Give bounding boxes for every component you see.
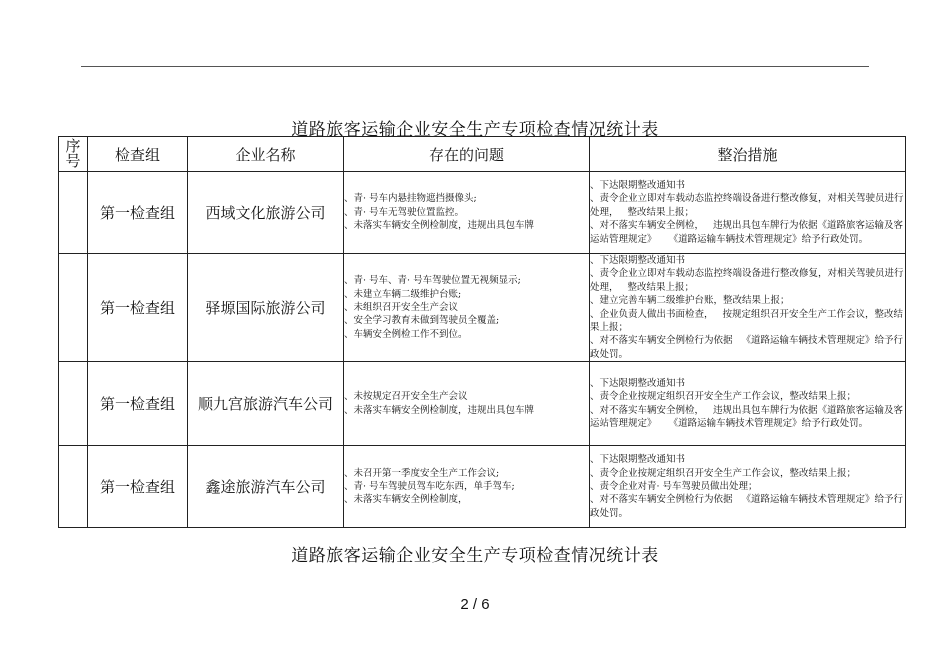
problem-item: 、未落实车辆安全例检制度， xyxy=(344,494,468,506)
table-header-row xyxy=(59,137,906,172)
measure-item: 、对不落实车辆安全例检行为依据 《道路运输车辆技术管理规定》给予行政处罚。 xyxy=(590,494,904,519)
inspection-group-cell: 第一检查组 xyxy=(88,362,188,446)
problem-item: 、未按规定召开安全生产会议 xyxy=(344,391,468,403)
problems-cell xyxy=(344,446,590,528)
company-name-cell: 顺九宫旅游汽车公司 xyxy=(188,362,344,446)
measure-item: 、对不落实车辆安全例检， 违规出具包车牌行为依据《道路旅客运输及客运站管理规定》 《道路运输车辆技术管理规定》给予行政处罚。 xyxy=(590,404,904,430)
problems-cell xyxy=(344,362,590,446)
measure-item: 、下达限期整改通知书 xyxy=(590,179,686,191)
header-company: 企业名称 xyxy=(188,137,344,172)
problem-item: 、青· 号车驾驶员驾车吃东西，单手驾车; xyxy=(344,481,515,493)
problems-cell xyxy=(344,172,590,254)
page-title: 道路旅客运输企业安全生产专项检查情况统计表 xyxy=(291,120,659,140)
measure-item: 、对不落实车辆安全例检行为依据 《道路运输车辆技术管理规定》给予行政处罚。 xyxy=(590,335,904,360)
measure-item: 、责令企业按规定组织召开安全生产工作会议，整改结果上报； xyxy=(590,467,857,479)
problem-item: 、青· 号车无驾驶位置监控。 xyxy=(344,206,465,218)
measures-cell xyxy=(590,362,906,446)
measures-cell xyxy=(590,254,906,362)
problem-item: 、未建立车辆二级维护台账; xyxy=(344,288,462,300)
measure-item: 、责令企业按规定组织召开安全生产工作会议，整改结果上报； xyxy=(590,391,857,403)
inspection-group-cell: 第一检查组 xyxy=(88,254,188,362)
header-no-label: 序 号 xyxy=(65,137,81,170)
measures-cell xyxy=(590,446,906,528)
header-measures: 整治措施 xyxy=(590,137,906,172)
table-row xyxy=(59,446,906,528)
problem-item: 、未召开第一季度安全生产工作会议; xyxy=(344,467,500,479)
measure-item: 、建立完善车辆二级维护台账，整改结果上报； xyxy=(590,295,790,307)
measure-item: 、下达限期整改通知书 xyxy=(590,255,686,266)
company-name-cell: 鑫途旅游汽车公司 xyxy=(188,446,344,528)
measure-item: 、责令企业立即对车载动态监控终端设备进行整改修复，对相关驾驶员进行处理， 整改结果上报； xyxy=(590,193,904,218)
page-title-repeat: 道路旅客运输企业安全生产专项检查情况统计表 xyxy=(291,546,659,566)
problem-item: 、青· 号车、青· 号车驾驶位置无视频显示; xyxy=(344,275,521,287)
measure-item: 、下达限期整改通知书 xyxy=(590,454,686,466)
row-number-cell xyxy=(59,446,88,528)
table-row xyxy=(59,172,906,254)
problem-item: 、车辆安全例检工作不到位。 xyxy=(344,328,468,340)
header-problems: 存在的问题 xyxy=(344,137,590,172)
problem-item: 、青· 号车内悬挂物遮挡摄像头; xyxy=(344,193,477,205)
problem-item: 、未落实车辆安全例检制度，违规出具包车牌 xyxy=(344,404,535,416)
measures-cell xyxy=(590,172,906,254)
inspection-table xyxy=(58,136,906,528)
measure-item: 、企业负责人做出书面检查， 按规定组织召开安全生产工作会议，整改结果上报； xyxy=(590,308,904,334)
header-rule xyxy=(81,66,869,67)
problem-item: 、未组织召开安全生产会议 xyxy=(344,301,459,313)
problem-item: 、未落实车辆安全例检制度，违规出具包车牌 xyxy=(344,220,535,232)
measure-item: 、对不落实车辆安全例检， 违规出具包车牌行为依据《道路旅客运输及客运站管理规定》 《道路运输车辆技术管理规定》给予行政处罚。 xyxy=(590,220,904,245)
header-group: 检查组 xyxy=(88,137,188,172)
row-number-cell xyxy=(59,172,88,254)
problems-cell xyxy=(344,254,590,362)
inspection-group-cell: 第一检查组 xyxy=(88,446,188,528)
company-name-cell: 西域文化旅游公司 xyxy=(188,172,344,254)
company-name-cell: 驿塬国际旅游公司 xyxy=(188,254,344,362)
measure-item: 、下达限期整改通知书 xyxy=(590,377,686,389)
header-no xyxy=(59,137,88,172)
measure-item: 、责令企业立即对车载动态监控终端设备进行整改修复，对相关驾驶员进行处理， 整改结果上报； xyxy=(590,268,904,293)
measure-item: 、责令企业对青· 号车驾驶员做出处理； xyxy=(590,481,758,493)
inspection-group-cell: 第一检查组 xyxy=(88,172,188,254)
problem-item: 、安全学习教育未做到驾驶员全覆盖; xyxy=(344,315,500,327)
row-number-cell xyxy=(59,362,88,446)
table-row xyxy=(59,362,906,446)
table-row xyxy=(59,254,906,362)
page-number: 2 / 6 xyxy=(460,596,490,613)
row-number-cell xyxy=(59,254,88,362)
